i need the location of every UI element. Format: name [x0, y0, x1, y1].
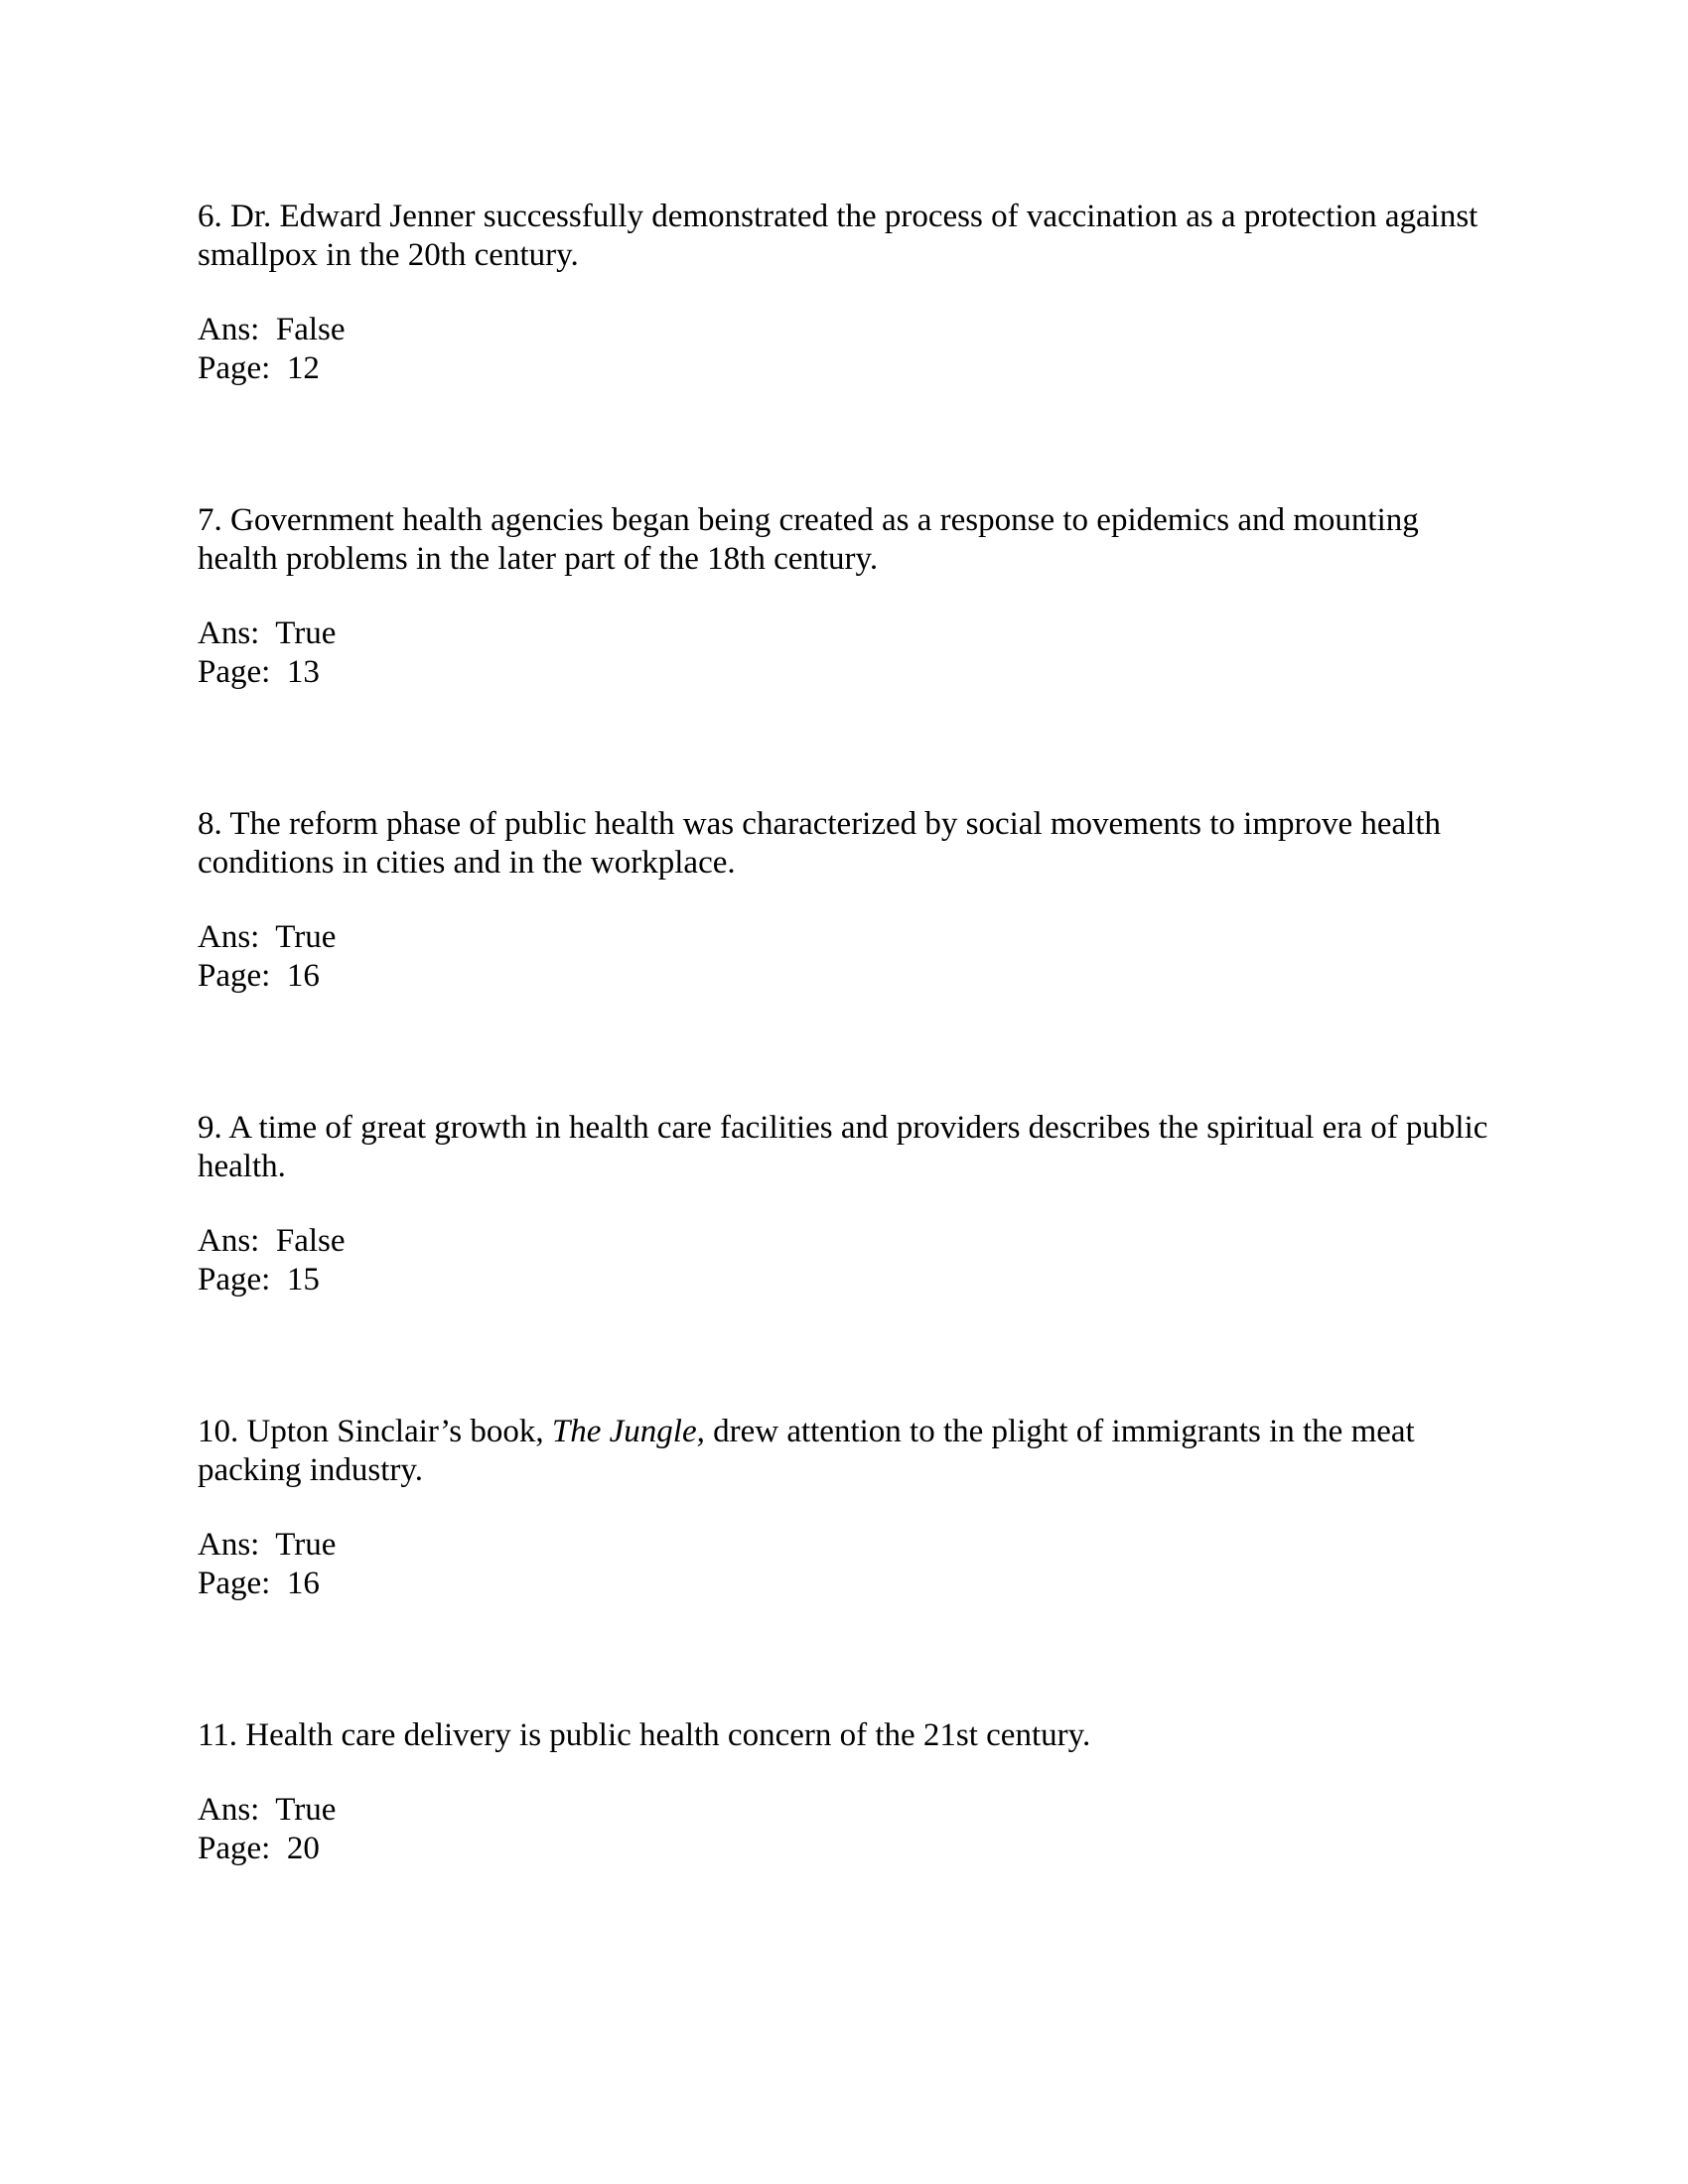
page-label: Page: — [198, 1831, 271, 1866]
book-title: The Jungle, — [551, 1414, 705, 1449]
page-value: 15 — [286, 1262, 320, 1297]
answer-label: Ans: — [198, 1527, 260, 1563]
answer-value: True — [275, 919, 337, 955]
question-text — [198, 1413, 1488, 1490]
answer-label: Ans: — [198, 1223, 260, 1259]
question-item — [198, 1716, 1488, 1868]
question-body: The reform phase of public health was characterized by social movements to improve health conditions in cities and in the workplace. — [198, 806, 1442, 881]
answer-label: Ans: — [198, 919, 260, 955]
question-number: 6. — [198, 199, 222, 234]
question-body: Health care delivery is public health concern of the 21st century. — [245, 1717, 1091, 1753]
answer-value: False — [275, 1223, 346, 1259]
answer-block — [198, 614, 1488, 692]
answer-label: Ans: — [198, 615, 260, 651]
question-text — [198, 501, 1488, 579]
question-body-after: drew attention to the plight of immigrants in the meat packing industry. — [198, 1414, 1415, 1488]
answer-line — [198, 1791, 1488, 1830]
answer-value: True — [275, 615, 337, 651]
page-label: Page: — [198, 958, 271, 994]
answer-line — [198, 614, 1488, 653]
question-item — [198, 805, 1488, 996]
question-number: 8. — [198, 806, 222, 842]
question-item — [198, 198, 1488, 388]
answer-block — [198, 1526, 1488, 1603]
answer-block — [198, 311, 1488, 388]
page-value: 16 — [286, 958, 320, 994]
answer-line — [198, 1222, 1488, 1261]
question-item — [198, 1413, 1488, 1603]
page-label: Page: — [198, 1262, 271, 1297]
question-body: Dr. Edward Jenner successfully demonstrated the process of vaccination as a protection against smallpox in the 20th century. — [198, 199, 1478, 273]
question-item — [198, 501, 1488, 692]
answer-block — [198, 1791, 1488, 1868]
page-value: 20 — [286, 1831, 320, 1866]
question-text — [198, 1716, 1488, 1755]
page-line — [198, 1565, 1488, 1603]
question-item — [198, 1109, 1488, 1299]
answer-block — [198, 1222, 1488, 1299]
page-value: 13 — [286, 654, 320, 690]
page-line — [198, 1261, 1488, 1299]
page-line — [198, 1830, 1488, 1868]
page-label: Page: — [198, 1566, 271, 1601]
page-label: Page: — [198, 350, 271, 386]
page-value: 12 — [286, 350, 320, 386]
answer-line — [198, 311, 1488, 349]
page-value: 16 — [286, 1566, 320, 1601]
answer-value: True — [275, 1792, 337, 1828]
answer-block — [198, 918, 1488, 996]
question-body: Government health agencies began being created as a response to epidemics and mounting health problems in the later part of the 18th century. — [198, 502, 1419, 577]
page-label: Page: — [198, 654, 271, 690]
question-number: 9. — [198, 1110, 222, 1146]
answer-line — [198, 918, 1488, 957]
answer-value: True — [275, 1527, 337, 1563]
question-text — [198, 805, 1488, 883]
answer-value: False — [275, 312, 346, 347]
question-number: 10. — [198, 1414, 239, 1449]
answer-line — [198, 1526, 1488, 1565]
question-number: 11. — [198, 1717, 238, 1753]
question-body: A time of great growth in health care facilities and providers describes the spiritual era of public health. — [198, 1110, 1488, 1184]
answer-label: Ans: — [198, 312, 260, 347]
page-line — [198, 653, 1488, 692]
question-body-before: Upton Sinclair’s book, — [246, 1414, 544, 1449]
question-number: 7. — [198, 502, 222, 538]
answer-label: Ans: — [198, 1792, 260, 1828]
page-line — [198, 349, 1488, 388]
question-text — [198, 1109, 1488, 1186]
question-text — [198, 198, 1488, 275]
page-line — [198, 957, 1488, 996]
